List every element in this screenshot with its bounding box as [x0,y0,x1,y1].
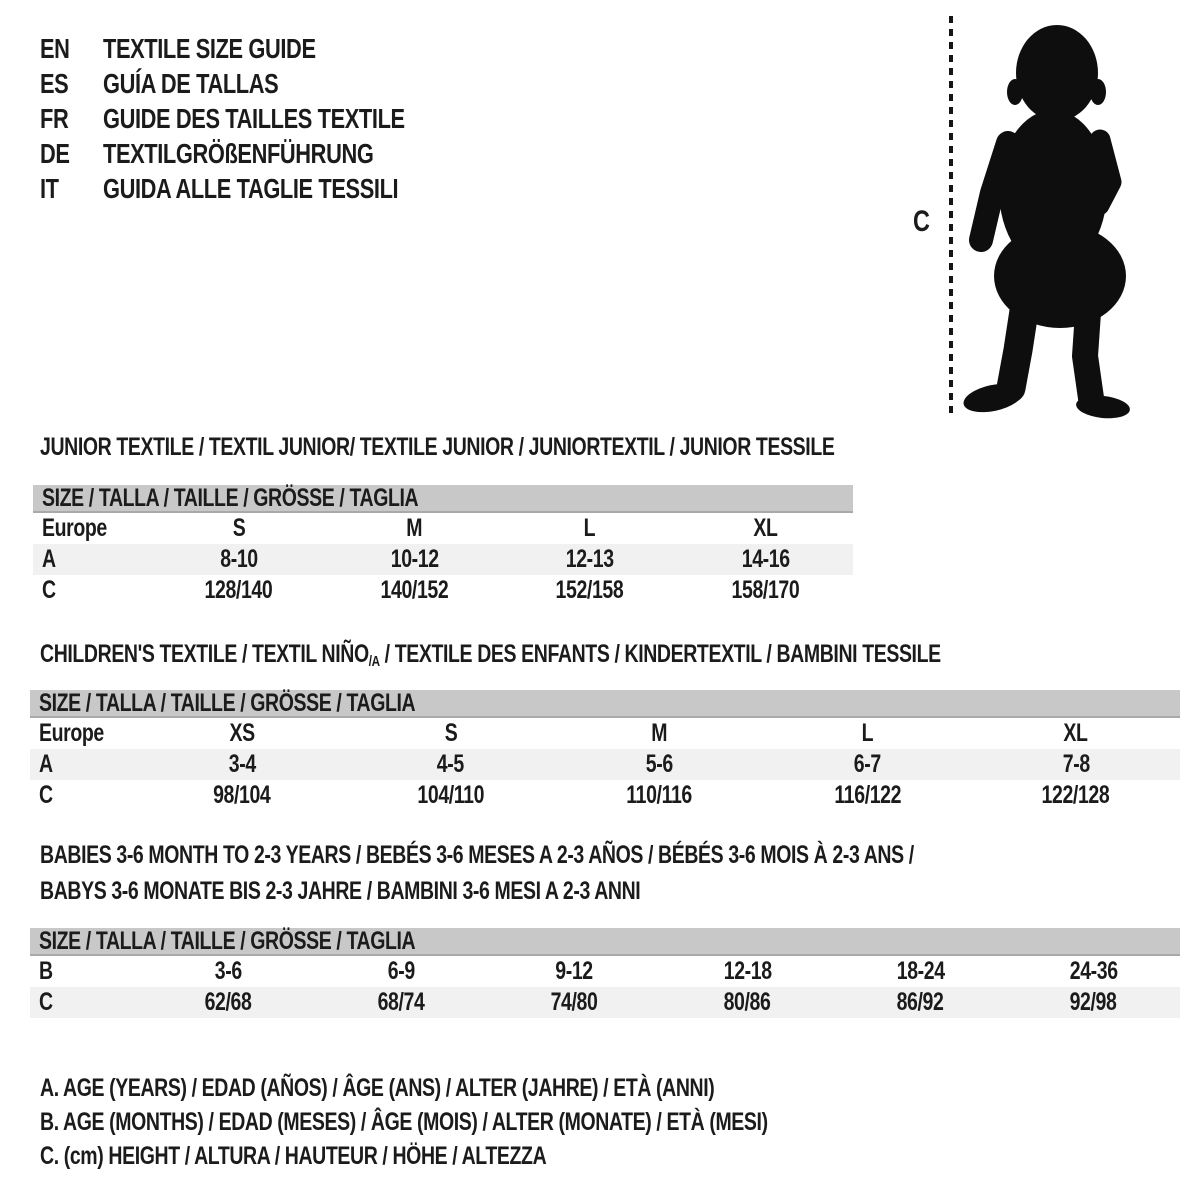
legend-line-b: B. AGE (MONTHS) / EDAD (MESES) / ÂGE (MOIS) / ALTER (MONATE) / ETÀ (MESI) [40,1108,768,1136]
table-cell: M [406,514,423,542]
language-row-de [40,136,490,171]
language-label: GUIDA ALLE TAGLIE TESSILI [103,173,399,204]
table-cell: L [861,719,874,747]
size-table-header: SIZE / TALLA / TAILLE / GRÖSSE / TAGLIA [33,485,853,513]
table-cell: 140/152 [380,576,449,604]
table-cell: 9-12 [555,957,594,985]
table-cell: 5-6 [645,750,673,778]
table-cell: 92/98 [1070,988,1117,1016]
table-cell: XL [1063,719,1088,747]
table-cell: 116/122 [834,781,901,809]
size-table-header: SIZE / TALLA / TAILLE / GRÖSSE / TAGLIA [30,928,1180,956]
table-cell: 110/116 [626,781,692,809]
junior-table-rows [33,513,853,606]
table-cell: 7-8 [1062,750,1090,778]
language-code: ES [40,68,69,99]
babies-size-table [30,928,1180,1018]
language-code: FR [40,103,69,134]
table-cell: 12-18 [723,957,772,985]
children-section-title: CHILDREN'S TEXTILE / TEXTIL NIÑO/A / TEXTILE DES ENFANTS / KINDERTEXTIL / BAMBINI TESSILE [40,640,941,670]
table-row [33,544,853,575]
table-row [33,575,853,606]
language-row-fr [40,101,490,136]
table-cell: 80/86 [724,988,771,1016]
language-label: GUÍA DE TALLAS [103,68,279,99]
table-row [30,956,1180,987]
title-subscript: /A [368,653,380,670]
table-cell: 4-5 [437,750,465,778]
row-label: Europe [42,514,107,542]
language-code: DE [40,138,70,169]
table-cell: 74/80 [551,988,598,1016]
table-cell: 3-6 [214,957,243,985]
row-label: C [42,576,56,604]
table-cell: 152/158 [555,576,624,604]
table-cell: 8-10 [220,545,258,573]
language-row-it [40,171,490,206]
row-label: A [39,750,53,778]
table-cell: 158/170 [731,576,800,604]
table-cell: 18-24 [896,957,945,985]
table-cell: 14-16 [741,545,790,573]
language-label: GUIDE DES TAILLES TEXTILE [103,103,405,134]
legend [40,1071,973,1173]
table-row [30,987,1180,1018]
table-cell: 3-4 [228,750,256,778]
table-cell: XS [229,719,255,747]
language-code: EN [40,33,70,64]
language-code: IT [40,173,59,204]
table-cell: S [444,719,457,747]
legend-line-c: C. (cm) HEIGHT / ALTURA / HAUTEUR / HÖHE / ALTEZZA [40,1142,547,1170]
language-row-en [40,31,490,66]
legend-line-a: A. AGE (YEARS) / EDAD (AÑOS) / ÂGE (ANS) / ALTER (JAHRE) / ETÀ (ANNI) [40,1074,715,1102]
babies-section-title-line1: BABIES 3-6 MONTH TO 2-3 YEARS / BEBÉS 3-6 MESES A 2-3 AÑOS / BÉBÉS 3-6 MOIS À 2-3 ANS / [40,841,914,869]
table-cell: 24-36 [1069,957,1118,985]
table-cell: L [583,514,596,542]
row-label: B [39,957,53,985]
children-size-table [30,690,1180,811]
language-label: TEXTILE SIZE GUIDE [103,33,316,64]
row-label: Europe [39,719,104,747]
table-cell: 128/140 [204,576,273,604]
table-cell: 10-12 [390,545,439,573]
language-list [40,31,490,206]
table-row [33,513,853,544]
table-cell: XL [753,514,778,542]
table-row [30,718,1180,749]
babies-table-rows [30,956,1180,1018]
size-table-header: SIZE / TALLA / TAILLE / GRÖSSE / TAGLIA [30,690,1180,718]
row-label: C [39,988,53,1016]
row-label: C [39,781,53,809]
measure-label-c: C [913,205,930,238]
row-label: A [42,545,56,573]
children-table-rows [30,718,1180,811]
table-cell: 104/110 [417,781,484,809]
table-cell: 62/68 [205,988,252,1016]
baby-toddler-silhouette-icon [950,8,1150,423]
table-cell: M [651,719,667,747]
babies-section-title-line2: BABYS 3-6 MONATE BIS 2-3 JAHRE / BAMBINI 3-6 MESI A 2-3 ANNI [40,877,641,905]
table-cell: 6-7 [853,750,881,778]
junior-size-table [33,485,853,606]
table-cell: 98/104 [213,781,271,809]
junior-section-title: JUNIOR TEXTILE / TEXTIL JUNIOR/ TEXTILE JUNIOR / JUNIORTEXTIL / JUNIOR TESSILE [40,433,835,461]
table-cell: S [232,514,246,542]
table-cell: 12-13 [565,545,614,573]
table-row [30,749,1180,780]
table-row [30,780,1180,811]
table-cell: 122/128 [1041,781,1110,809]
table-cell: 6-9 [387,957,416,985]
table-cell: 68/74 [378,988,425,1016]
language-row-es [40,66,490,101]
table-cell: 86/92 [897,988,944,1016]
language-label: TEXTILGRÖßENFÜHRUNG [103,138,374,169]
